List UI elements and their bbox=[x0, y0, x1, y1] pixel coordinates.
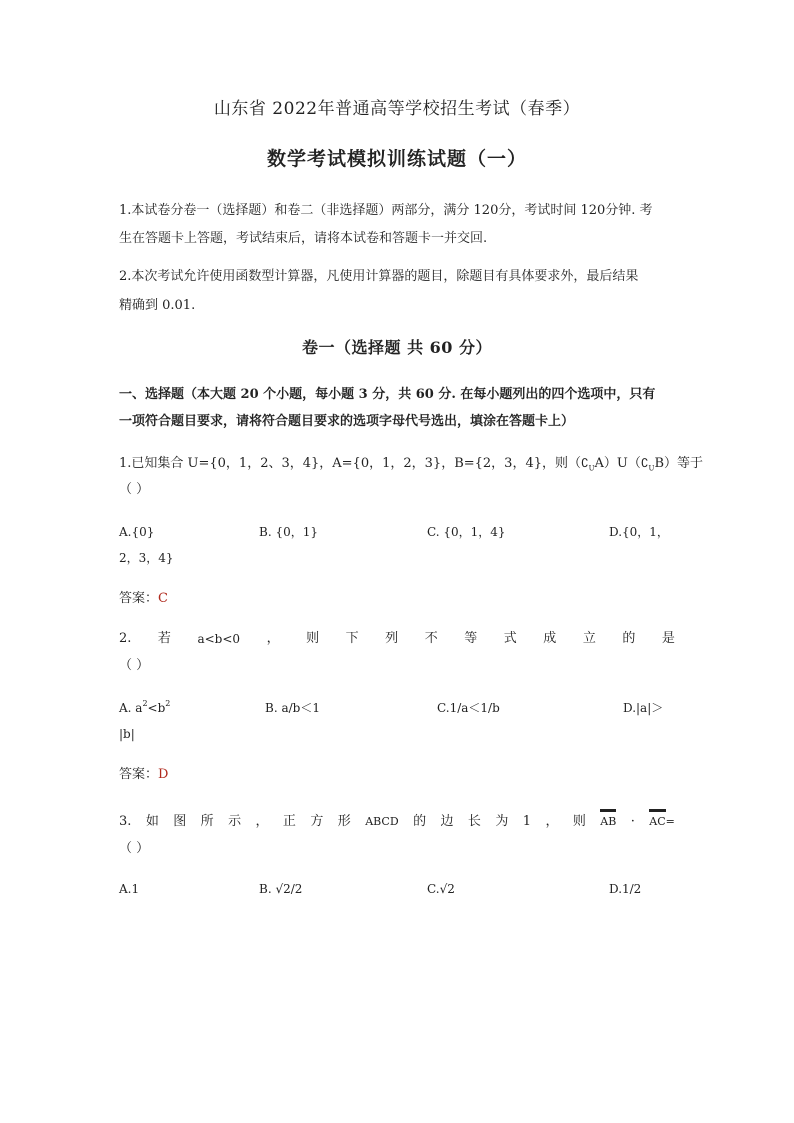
question-3-option-d: D.1/2 bbox=[609, 882, 642, 896]
question-1-option-a: A.{0} bbox=[119, 525, 155, 539]
stem-word: 是 bbox=[661, 631, 675, 646]
question-2-option-d-cont: |b| bbox=[119, 727, 135, 741]
stem-word: 示 bbox=[228, 814, 242, 829]
instruction-1-line-1: 1.本试卷分卷一（选择题）和卷二（非选择题）两部分，满分 120分，考试时间 120分钟. 考 bbox=[119, 203, 653, 218]
question-1-blank: （ ） bbox=[119, 482, 150, 497]
stem-word: 正 bbox=[282, 814, 296, 829]
answer-value: C bbox=[158, 591, 168, 606]
question-2-option-c: C.1/a＜1/b bbox=[437, 701, 500, 715]
stem-word: ABCD bbox=[365, 815, 399, 828]
instruction-2-line-1: 2.本次考试允许使用函数型计算器，凡使用计算器的题目，除题目有具体要求外，最后结果 bbox=[119, 269, 639, 284]
vector-ab: AB bbox=[600, 815, 617, 828]
stem-word: 的 bbox=[413, 814, 427, 829]
question-1-stem bbox=[119, 455, 703, 476]
question-2-blank: （ ） bbox=[119, 658, 150, 673]
stem-word: 3. bbox=[119, 814, 132, 829]
stem-word: 的 bbox=[622, 631, 636, 646]
question-1-stem-text: 1.已知集合 U={0，1，2、3，4}，A={0，1，2，3}，B={2，3，4}，则（ bbox=[119, 456, 581, 471]
complement-symbol: $∁_U$ bbox=[640, 456, 655, 473]
dot-operator: · bbox=[630, 814, 635, 829]
stem-word: 所 bbox=[200, 814, 214, 829]
question-1-option-d-cont: 2，3，4} bbox=[119, 551, 174, 565]
stem-word: 不 bbox=[424, 631, 438, 646]
question-2-option-b: B. a/b＜1 bbox=[265, 701, 320, 715]
answer-value: D bbox=[158, 767, 169, 782]
exam-title: 山东省 2022年普通高等学校招生考试（春季） bbox=[213, 99, 581, 119]
question-3-stem bbox=[119, 814, 675, 830]
answer-label: 答案： bbox=[119, 767, 159, 782]
stem-word: 等 bbox=[464, 631, 478, 646]
stem-word: 下 bbox=[345, 631, 359, 646]
stem-word: ， bbox=[266, 631, 280, 646]
question-1-stem-mid-1: A）U（ bbox=[594, 456, 641, 471]
question-3-option-a: A.1 bbox=[119, 882, 140, 896]
stem-word: 若 bbox=[157, 631, 171, 646]
stem-word: 列 bbox=[385, 631, 399, 646]
question-3-blank: （ ） bbox=[119, 841, 150, 856]
answer-label: 答案： bbox=[119, 591, 159, 606]
paper-title: 数学考试模拟训练试题（一） bbox=[266, 148, 527, 170]
instruction-1-line-2: 生在答题卡上答题，考试结束后，请将本试卷和答题卡一并交回. bbox=[119, 231, 488, 246]
stem-word: 成 bbox=[543, 631, 557, 646]
stem-word: a<b<0 bbox=[197, 632, 241, 646]
stem-word: ， bbox=[255, 814, 269, 829]
stem-word: 如 bbox=[145, 814, 159, 829]
vector-ac-equals: AC= bbox=[649, 815, 675, 828]
stem-word: 形 bbox=[337, 814, 351, 829]
question-1-option-d: D.{0，1， bbox=[609, 525, 669, 539]
stem-word: 为 bbox=[495, 814, 509, 829]
question-2-answer bbox=[119, 767, 168, 783]
section-desc-line-1: 一、选择题（本大题 20 个小题，每小题 3 分，共 60 分. 在每小题列出的四个选项中，只有 bbox=[119, 387, 656, 402]
stem-word: 式 bbox=[503, 631, 517, 646]
question-1-answer bbox=[119, 591, 168, 607]
question-3-option-c: C.√2 bbox=[427, 882, 455, 896]
stem-word: 图 bbox=[173, 814, 187, 829]
question-1-option-c: C. {0，1，4} bbox=[427, 525, 506, 539]
stem-word: 长 bbox=[467, 814, 481, 829]
stem-word: ， bbox=[545, 814, 559, 829]
section-title: 卷一（选择题 共 60 分） bbox=[302, 338, 492, 357]
stem-word: 立 bbox=[582, 631, 596, 646]
question-3-option-b: B. √2/2 bbox=[259, 882, 303, 896]
question-1-option-b: B. {0，1} bbox=[259, 525, 318, 539]
complement-symbol: $∁_U$ bbox=[581, 456, 595, 473]
question-2-option-d: D.|a|＞ bbox=[623, 701, 664, 715]
stem-word: 边 bbox=[440, 814, 454, 829]
question-2-option-a: A. $a^2<b^2$ bbox=[119, 699, 171, 715]
question-2-stem bbox=[119, 631, 675, 647]
stem-word: 1 bbox=[522, 814, 532, 829]
stem-word: 方 bbox=[310, 814, 324, 829]
question-1-stem-mid-2: B）等于 bbox=[654, 456, 704, 471]
section-desc-line-2: 一项符合题目要求，请将符合题目要求的选项字母代号选出，填涂在答题卡上） bbox=[119, 414, 575, 429]
stem-word: 2. bbox=[119, 631, 132, 646]
stem-word: 则 bbox=[306, 631, 320, 646]
stem-word: 则 bbox=[572, 814, 586, 829]
instruction-2-line-2: 精确到 0.01. bbox=[119, 298, 196, 313]
